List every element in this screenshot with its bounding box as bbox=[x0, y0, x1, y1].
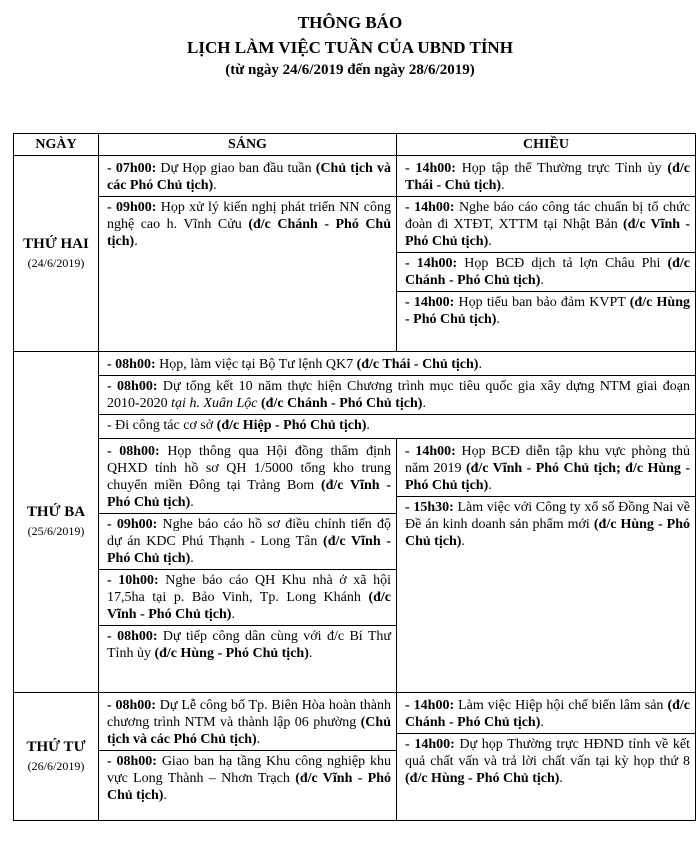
day-date: (24/6/2019) bbox=[27, 255, 85, 270]
list-item: - 08h00: Giao ban hạ tầng Khu công nghiệp khu vực Long Thành – Nhơn Trạch (đ/c Vĩnh - Phó Chủ tịch). bbox=[107, 754, 392, 803]
list-item: - 10h00: Nghe báo cáo QH Khu nhà ở xã hội 17,5ha tại p. Bảo Vinh, Tp. Long Khánh (đ/c Vĩnh - Phó Chủ tịch). bbox=[99, 570, 396, 626]
column-morning: SÁNG bbox=[99, 134, 397, 156]
table-row bbox=[14, 693, 696, 821]
date-range: (từ ngày 24/6/2019 đến ngày 28/6/2019) bbox=[225, 62, 475, 78]
list-item: - 14h00: Họp tiểu ban bảo đảm KVPT (đ/c Hùng - Phó Chủ tịch). bbox=[405, 295, 690, 327]
schedule-table bbox=[13, 133, 696, 821]
day-date: (25/6/2019) bbox=[27, 524, 85, 538]
list-item: - 14h00: Dự họp Thường trực HĐND tỉnh về kết quả chất vấn và trả lời chất vấn tại kỳ họp thứ 8 (đ/c Hùng - Phó Chủ tịch). bbox=[405, 737, 690, 786]
list-item: - 14h00: Nghe báo cáo công tác chuẩn bị tổ chức đoàn đi XTĐT, XTTM tại Nhật Bản (đ/c Vĩnh - Phó Chủ tịch). bbox=[397, 197, 695, 253]
day-cell bbox=[14, 156, 99, 352]
list-item: - 14h00: Họp BCĐ dịch tả lợn Châu Phi (đ/c Chánh - Phó Chủ tịch). bbox=[397, 253, 695, 292]
list-item: - 09h00: Họp xử lý kiến nghị phát triển NN công nghệ cao h. Vĩnh Cửu (đ/c Chánh - Phó Chủ tịch). bbox=[107, 200, 392, 249]
list-item: - 08h00: Họp thông qua Hội đồng thẩm định QHXD tỉnh hồ sơ QH 1/5000 tổng kho trung chuyển miền Đông tại Trảng Bom (đ/c Vĩnh - Phó Chủ tịch). bbox=[99, 441, 396, 514]
list-item: - 14h00: Họp BCĐ diễn tập khu vực phòng thủ năm 2019 (đ/c Vĩnh - Phó Chủ tịch; đ/c Hùng - Phó Chủ tịch). bbox=[397, 441, 695, 497]
list-item: - 07h00: Dự Họp giao ban đầu tuần (Chủ tịch và các Phó Chủ tịch). bbox=[99, 158, 396, 197]
list-item: - 15h30: Làm việc với Công ty xổ số Đồng Nai về Đề án kinh doanh sản phẩm mới (đ/c Hùng - Phó Chủ tịch). bbox=[405, 500, 691, 549]
list-item: - 14h00: Họp tập thể Thường trực Tỉnh ủy (đ/c Thái - Chủ tịch). bbox=[397, 158, 695, 197]
day-name: THỨ HAI bbox=[23, 235, 89, 252]
morning-cell bbox=[99, 156, 397, 352]
list-item: - 14h00: Làm việc Hiệp hội chế biến lâm sản (đ/c Chánh - Phó Chủ tịch). bbox=[397, 695, 695, 734]
list-item: - 08h00: Họp, làm việc tại Bộ Tư lệnh QK7 (đ/c Thái - Chủ tịch). bbox=[99, 354, 695, 376]
list-item: - 08h00: Dự tổng kết 10 năm thực hiện Chương trình mục tiêu quốc gia xây dựng NTM giai đoạn 2010-2020 tại h. Xuân Lộc (đ/c Chánh - Phó Chủ tịch). bbox=[99, 376, 695, 415]
table-header-row bbox=[14, 134, 696, 156]
list-item: - 08h00: Dự Lễ công bố Tp. Biên Hòa hoàn thành chương trình NTM và thành lập 06 phường (Chủ tịch và các Phó Chủ tịch). bbox=[99, 695, 396, 751]
day-cell bbox=[14, 693, 99, 821]
morning-cell bbox=[99, 439, 397, 693]
list-item: - 08h00: Dự tiếp công dân cùng với đ/c Bí Thư Tỉnh ủy (đ/c Hùng - Phó Chủ tịch). bbox=[107, 629, 391, 661]
afternoon-cell bbox=[397, 156, 696, 352]
day-date: (26/6/2019) bbox=[27, 758, 85, 773]
table-row bbox=[14, 156, 696, 352]
fullday-cell bbox=[99, 352, 696, 439]
afternoon-cell bbox=[397, 693, 696, 821]
list-item: - 09h00: Nghe báo cáo hồ sơ điều chỉnh tiến độ dự án KDC Phú Thạnh - Long Tân (đ/c Vĩnh - Phó Chủ tịch). bbox=[99, 514, 396, 570]
list-item: - Đi công tác cơ sở (đ/c Hiệp - Phó Chủ tịch). bbox=[107, 418, 370, 433]
column-day: NGÀY bbox=[14, 134, 99, 156]
table-row bbox=[14, 439, 696, 693]
notice-title: THÔNG BÁO bbox=[297, 13, 403, 32]
day-cell bbox=[14, 352, 99, 693]
afternoon-cell bbox=[397, 439, 696, 693]
morning-cell bbox=[99, 693, 397, 821]
notice-subtitle: LỊCH LÀM VIỆC TUẦN CỦA UBND TỈNH bbox=[187, 38, 513, 57]
table-row bbox=[14, 352, 696, 439]
day-name: THỨ BA bbox=[26, 504, 86, 520]
column-afternoon: CHIỀU bbox=[397, 134, 696, 156]
day-name: THỨ TƯ bbox=[26, 738, 86, 755]
